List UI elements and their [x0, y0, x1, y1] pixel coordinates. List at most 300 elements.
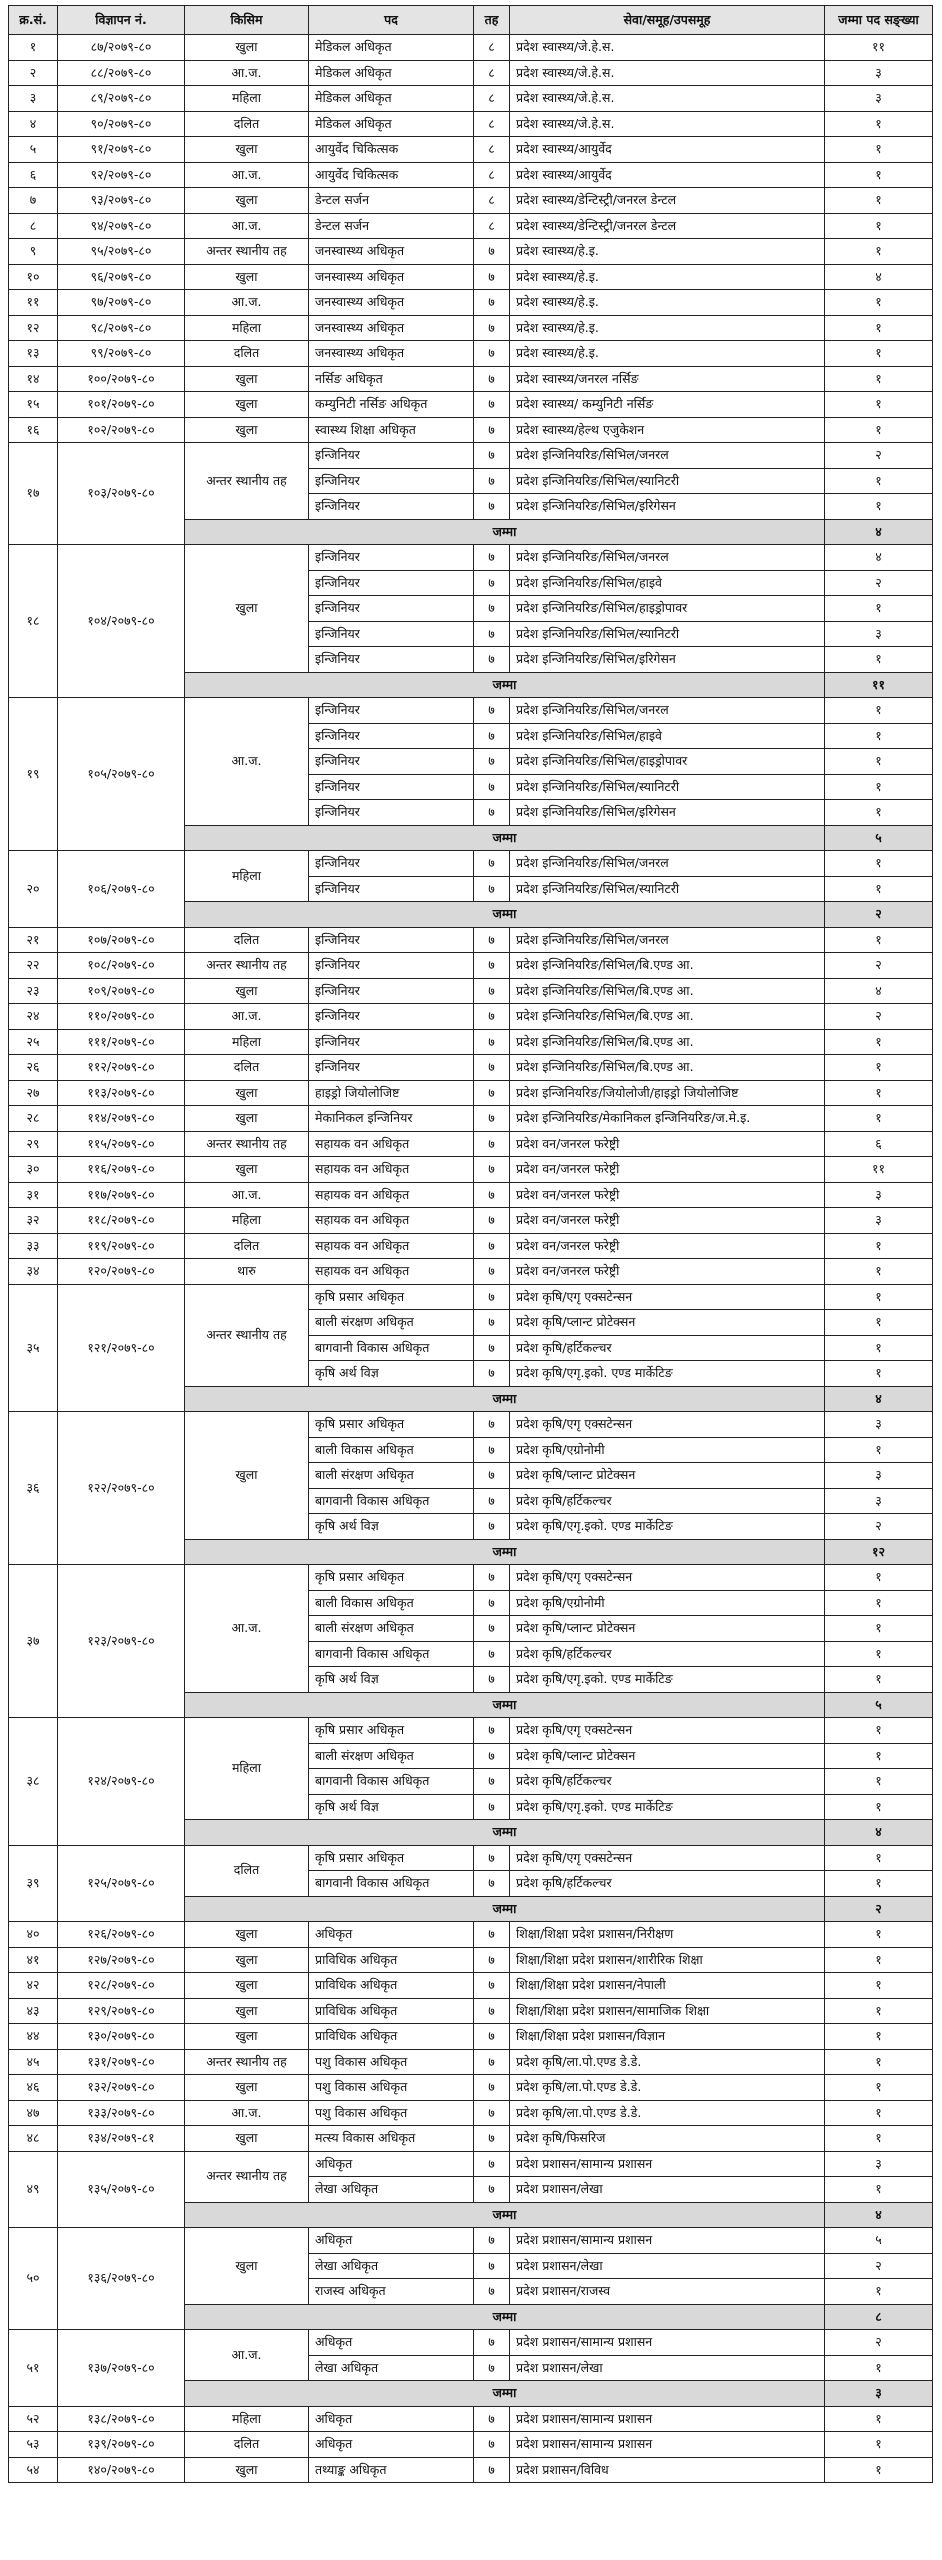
- level-cell: ७: [474, 723, 510, 749]
- post-cell: इन्जिनियर: [309, 876, 474, 902]
- serial-number-cell: ९: [9, 239, 58, 265]
- post-count-cell: १: [825, 927, 933, 953]
- post-count-cell: १: [825, 2177, 933, 2203]
- serial-number-cell: ५३: [9, 2432, 58, 2458]
- service-group-cell: प्रदेश स्वास्थ्य/जे.हे.स.: [510, 111, 825, 137]
- post-cell: बाली विकास अधिकृत: [309, 1437, 474, 1463]
- subtotal-value: ५: [825, 825, 933, 851]
- post-count-cell: १: [825, 2406, 933, 2432]
- advertisement-number-cell: ९८/२०७९-८०: [58, 315, 185, 341]
- post-count-cell: १: [825, 1845, 933, 1871]
- level-cell: ७: [474, 1947, 510, 1973]
- post-cell: इन्जिनियर: [309, 698, 474, 724]
- advertisement-number-cell: ९३/२०७९-८०: [58, 188, 185, 214]
- level-cell: ७: [474, 1463, 510, 1489]
- subtotal-label: जम्मा: [185, 1539, 825, 1565]
- header-level: तह: [474, 6, 510, 35]
- level-cell: ८: [474, 86, 510, 112]
- table-row: [9, 1259, 933, 1285]
- post-cell: इन्जिनियर: [309, 443, 474, 469]
- advertisement-number-cell: १२८/२०७९-८०: [58, 1973, 185, 1999]
- post-count-cell: १: [825, 698, 933, 724]
- table-row: [9, 35, 933, 61]
- post-cell: इन्जिनियर: [309, 596, 474, 622]
- vacancy-table: [8, 5, 933, 2483]
- service-group-cell: प्रदेश स्वास्थ्य/डेन्टिस्ट्री/जनरल डेन्टल: [510, 188, 825, 214]
- serial-number-cell: ३२: [9, 1208, 58, 1234]
- serial-number-cell: ५१: [9, 2330, 58, 2407]
- level-cell: ७: [474, 1794, 510, 1820]
- post-cell: मेडिकल अधिकृत: [309, 111, 474, 137]
- post-count-cell: ४: [825, 264, 933, 290]
- post-cell: सहायक वन अधिकृत: [309, 1182, 474, 1208]
- level-cell: ७: [474, 1437, 510, 1463]
- post-count-cell: १: [825, 1259, 933, 1285]
- post-count-cell: १: [825, 315, 933, 341]
- table-row: [9, 341, 933, 367]
- post-cell: इन्जिनियर: [309, 953, 474, 979]
- table-body: [9, 35, 933, 2483]
- post-count-cell: १: [825, 1871, 933, 1897]
- advertisement-number-cell: १३८/२०७९-८०: [58, 2406, 185, 2432]
- type-cell: महिला: [185, 1718, 309, 1820]
- serial-number-cell: ३: [9, 86, 58, 112]
- advertisement-number-cell: ११०/२०७९-८०: [58, 1004, 185, 1030]
- service-group-cell: प्रदेश स्वास्थ्य/जे.हे.स.: [510, 60, 825, 86]
- level-cell: ७: [474, 2279, 510, 2305]
- advertisement-number-cell: १२३/२०७९-८०: [58, 1565, 185, 1718]
- level-cell: ७: [474, 2253, 510, 2279]
- service-group-cell: प्रदेश इन्जिनियरिङ/सिभिल/हाइवे: [510, 723, 825, 749]
- advertisement-number-cell: ११८/२०७९-८०: [58, 1208, 185, 1234]
- post-count-cell: २: [825, 2330, 933, 2356]
- post-count-cell: १: [825, 647, 933, 673]
- advertisement-number-cell: ११९/२०७९-८०: [58, 1233, 185, 1259]
- service-group-cell: प्रदेश प्रशासन/सामान्य प्रशासन: [510, 2151, 825, 2177]
- post-count-cell: २: [825, 953, 933, 979]
- table-row: [9, 443, 933, 469]
- table-row: [9, 1998, 933, 2024]
- table-row: [9, 2075, 933, 2101]
- table-row: [9, 1845, 933, 1871]
- level-cell: ७: [474, 1361, 510, 1387]
- level-cell: ७: [474, 2457, 510, 2483]
- post-count-cell: १: [825, 1641, 933, 1667]
- advertisement-number-cell: १००/२०७९-८०: [58, 366, 185, 392]
- post-cell: आयुर्वेद चिकित्सक: [309, 137, 474, 163]
- post-count-cell: १: [825, 1565, 933, 1591]
- post-cell: मेडिकल अधिकृत: [309, 35, 474, 61]
- post-count-cell: १: [825, 2100, 933, 2126]
- post-count-cell: २: [825, 2253, 933, 2279]
- service-group-cell: प्रदेश स्वास्थ्य/जे.हे.स.: [510, 35, 825, 61]
- level-cell: ७: [474, 239, 510, 265]
- serial-number-cell: ३०: [9, 1157, 58, 1183]
- service-group-cell: प्रदेश कृषि/हर्टिकल्चर: [510, 1335, 825, 1361]
- table-row: [9, 60, 933, 86]
- post-count-cell: ३: [825, 60, 933, 86]
- type-cell: खुला: [185, 2075, 309, 2101]
- subtotal-value: ११: [825, 672, 933, 698]
- subtotal-label: जम्मा: [185, 1820, 825, 1846]
- level-cell: ८: [474, 213, 510, 239]
- service-group-cell: प्रदेश कृषि/हर्टिकल्चर: [510, 1488, 825, 1514]
- post-cell: बागवानी विकास अधिकृत: [309, 1769, 474, 1795]
- advertisement-number-cell: १२४/२०७९-८०: [58, 1718, 185, 1846]
- advertisement-number-cell: ११४/२०७९-८०: [58, 1106, 185, 1132]
- advertisement-number-cell: १०३/२०७९-८०: [58, 443, 185, 545]
- type-cell: आ.ज.: [185, 2330, 309, 2381]
- advertisement-number-cell: ९५/२०७९-८०: [58, 239, 185, 265]
- post-count-cell: १: [825, 417, 933, 443]
- type-cell: अन्तर स्थानीय तह: [185, 239, 309, 265]
- level-cell: ७: [474, 927, 510, 953]
- serial-number-cell: २१: [9, 927, 58, 953]
- type-cell: आ.ज.: [185, 60, 309, 86]
- subtotal-label: जम्मा: [185, 1386, 825, 1412]
- subtotal-label: जम्मा: [185, 672, 825, 698]
- post-count-cell: १: [825, 392, 933, 418]
- service-group-cell: प्रदेश कृषि/फिसरिज: [510, 2126, 825, 2152]
- subtotal-label: जम्मा: [185, 825, 825, 851]
- header-advertisement-no: विज्ञापन नं.: [58, 6, 185, 35]
- post-count-cell: १: [825, 239, 933, 265]
- table-row: [9, 2049, 933, 2075]
- serial-number-cell: २४: [9, 1004, 58, 1030]
- level-cell: ७: [474, 1029, 510, 1055]
- header-service-group: सेवा/समूह/उपसमूह: [510, 6, 825, 35]
- advertisement-number-cell: १०५/२०७९-८०: [58, 698, 185, 851]
- service-group-cell: प्रदेश इन्जिनियरिङ/सिभिल/जनरल: [510, 851, 825, 877]
- level-cell: ७: [474, 2406, 510, 2432]
- advertisement-number-cell: ९७/२०७९-८०: [58, 290, 185, 316]
- type-cell: महिला: [185, 2406, 309, 2432]
- post-cell: मत्स्य विकास अधिकृत: [309, 2126, 474, 2152]
- post-cell: डेन्टल सर्जन: [309, 213, 474, 239]
- post-count-cell: ४: [825, 978, 933, 1004]
- type-cell: दलित: [185, 341, 309, 367]
- post-cell: हाइड्रो जियोलोजिष्ट: [309, 1080, 474, 1106]
- level-cell: ७: [474, 1590, 510, 1616]
- type-cell: खुला: [185, 2126, 309, 2152]
- service-group-cell: प्रदेश कृषि/ला.पो.एण्ड डे.डे.: [510, 2049, 825, 2075]
- type-cell: अन्तर स्थानीय तह: [185, 1284, 309, 1386]
- post-cell: लेखा अधिकृत: [309, 2177, 474, 2203]
- table-row: [9, 978, 933, 1004]
- service-group-cell: प्रदेश इन्जिनियरिङ/सिभिल/स्यानिटरी: [510, 774, 825, 800]
- type-cell: खुला: [185, 264, 309, 290]
- subtotal-value: ५: [825, 1692, 933, 1718]
- table-row: [9, 213, 933, 239]
- post-cell: सहायक वन अधिकृत: [309, 1233, 474, 1259]
- serial-number-cell: ११: [9, 290, 58, 316]
- header-total-posts: जम्मा पद सङ्ख्या: [825, 6, 933, 35]
- service-group-cell: प्रदेश स्वास्थ्य/हे.इ.: [510, 315, 825, 341]
- post-cell: पशु विकास अधिकृत: [309, 2049, 474, 2075]
- advertisement-number-cell: १३७/२०७९-८०: [58, 2330, 185, 2407]
- post-cell: बाली संरक्षण अधिकृत: [309, 1616, 474, 1642]
- serial-number-cell: २३: [9, 978, 58, 1004]
- service-group-cell: प्रदेश प्रशासन/सामान्य प्रशासन: [510, 2330, 825, 2356]
- level-cell: ७: [474, 392, 510, 418]
- post-count-cell: १: [825, 2457, 933, 2483]
- table-row: [9, 162, 933, 188]
- serial-number-cell: २५: [9, 1029, 58, 1055]
- serial-number-cell: २०: [9, 851, 58, 928]
- table-row: [9, 2406, 933, 2432]
- table-row: [9, 2457, 933, 2483]
- table-row: [9, 1106, 933, 1132]
- level-cell: ७: [474, 953, 510, 979]
- post-count-cell: १: [825, 1590, 933, 1616]
- level-cell: ७: [474, 1973, 510, 1999]
- service-group-cell: प्रदेश कृषि/ला.पो.एण्ड डे.डे.: [510, 2075, 825, 2101]
- service-group-cell: प्रदेश वन/जनरल फरेष्ट्री: [510, 1157, 825, 1183]
- post-count-cell: ६: [825, 1131, 933, 1157]
- post-count-cell: १: [825, 1233, 933, 1259]
- post-count-cell: १: [825, 1616, 933, 1642]
- table-row: [9, 2126, 933, 2152]
- post-count-cell: १: [825, 494, 933, 520]
- serial-number-cell: ६: [9, 162, 58, 188]
- advertisement-number-cell: ८९/२०७९-८०: [58, 86, 185, 112]
- serial-number-cell: १०: [9, 264, 58, 290]
- post-count-cell: १: [825, 1310, 933, 1336]
- post-count-cell: १: [825, 1947, 933, 1973]
- serial-number-cell: ४८: [9, 2126, 58, 2152]
- post-count-cell: १: [825, 1055, 933, 1081]
- level-cell: ७: [474, 1106, 510, 1132]
- advertisement-number-cell: १३६/२०७९-८०: [58, 2228, 185, 2330]
- advertisement-number-cell: ९०/२०७९-८०: [58, 111, 185, 137]
- service-group-cell: प्रदेश कृषि/एगृ.इको. एण्ड मार्केटिङ: [510, 1361, 825, 1387]
- post-cell: इन्जिनियर: [309, 545, 474, 571]
- type-cell: थारु: [185, 1259, 309, 1285]
- post-count-cell: १: [825, 2024, 933, 2050]
- service-group-cell: प्रदेश कृषि/एगृ.इको. एण्ड मार्केटिङ: [510, 1667, 825, 1693]
- advertisement-number-cell: १२०/२०७९-८०: [58, 1259, 185, 1285]
- service-group-cell: प्रदेश इन्जिनियरिङ/सिभिल/जनरल: [510, 927, 825, 953]
- post-cell: प्राविधिक अधिकृत: [309, 1973, 474, 1999]
- level-cell: ७: [474, 800, 510, 826]
- level-cell: ७: [474, 2075, 510, 2101]
- table-row: [9, 2024, 933, 2050]
- post-cell: इन्जिनियर: [309, 621, 474, 647]
- table-row: [9, 1055, 933, 1081]
- service-group-cell: प्रदेश स्वास्थ्य/आयुर्वेद: [510, 162, 825, 188]
- serial-number-cell: २८: [9, 1106, 58, 1132]
- table-row: [9, 1131, 933, 1157]
- serial-number-cell: ३३: [9, 1233, 58, 1259]
- post-count-cell: १: [825, 188, 933, 214]
- table-row: [9, 1182, 933, 1208]
- advertisement-number-cell: ९९/२०७९-८०: [58, 341, 185, 367]
- post-cell: इन्जिनियर: [309, 1055, 474, 1081]
- advertisement-number-cell: १२५/२०७९-८०: [58, 1845, 185, 1922]
- post-count-cell: १: [825, 341, 933, 367]
- service-group-cell: प्रदेश इन्जिनियरिङ/सिभिल/स्यानिटरी: [510, 621, 825, 647]
- post-cell: इन्जिनियर: [309, 570, 474, 596]
- type-cell: अन्तर स्थानीय तह: [185, 2049, 309, 2075]
- post-count-cell: १: [825, 1794, 933, 1820]
- type-cell: आ.ज.: [185, 213, 309, 239]
- table-row: [9, 1157, 933, 1183]
- service-group-cell: शिक्षा/शिक्षा प्रदेश प्रशासन/सामाजिक शिक्षा: [510, 1998, 825, 2024]
- level-cell: ७: [474, 1310, 510, 1336]
- level-cell: ७: [474, 2330, 510, 2356]
- level-cell: ७: [474, 851, 510, 877]
- advertisement-number-cell: ९६/२०७९-८०: [58, 264, 185, 290]
- post-cell: कृषि अर्थ विज्ञ: [309, 1361, 474, 1387]
- service-group-cell: प्रदेश प्रशासन/विविध: [510, 2457, 825, 2483]
- service-group-cell: प्रदेश स्वास्थ्य/हे.इ.: [510, 341, 825, 367]
- level-cell: ७: [474, 1233, 510, 1259]
- service-group-cell: प्रदेश इन्जिनियरिङ/सिभिल/इरिगेसन: [510, 494, 825, 520]
- table-row: [9, 1080, 933, 1106]
- post-cell: इन्जिनियर: [309, 1029, 474, 1055]
- level-cell: ७: [474, 1284, 510, 1310]
- table-row: [9, 2228, 933, 2254]
- level-cell: ७: [474, 1157, 510, 1183]
- advertisement-number-cell: १३०/२०७९-८०: [58, 2024, 185, 2050]
- service-group-cell: प्रदेश इन्जिनियरिङ/सिभिल/बि.एण्ड आ.: [510, 978, 825, 1004]
- table-row: [9, 953, 933, 979]
- service-group-cell: प्रदेश प्रशासन/सामान्य प्रशासन: [510, 2228, 825, 2254]
- service-group-cell: प्रदेश कृषि/एगृ एक्सटेन्सन: [510, 1718, 825, 1744]
- level-cell: ७: [474, 2228, 510, 2254]
- type-cell: दलित: [185, 1845, 309, 1896]
- advertisement-number-cell: १३१/२०७९-८०: [58, 2049, 185, 2075]
- post-count-cell: १: [825, 162, 933, 188]
- serial-number-cell: ३८: [9, 1718, 58, 1846]
- post-cell: जनस्वास्थ्य अधिकृत: [309, 264, 474, 290]
- level-cell: ७: [474, 341, 510, 367]
- post-count-cell: १: [825, 851, 933, 877]
- level-cell: ७: [474, 978, 510, 1004]
- level-cell: ७: [474, 647, 510, 673]
- post-cell: सहायक वन अधिकृत: [309, 1157, 474, 1183]
- type-cell: खुला: [185, 978, 309, 1004]
- service-group-cell: प्रदेश कृषि/हर्टिकल्चर: [510, 1641, 825, 1667]
- level-cell: ७: [474, 315, 510, 341]
- service-group-cell: प्रदेश प्रशासन/सामान्य प्रशासन: [510, 2432, 825, 2458]
- service-group-cell: प्रदेश प्रशासन/राजस्व: [510, 2279, 825, 2305]
- table-row: [9, 2100, 933, 2126]
- post-count-cell: १: [825, 2075, 933, 2101]
- post-cell: स्वास्थ्य शिक्षा अधिकृत: [309, 417, 474, 443]
- post-cell: जनस्वास्थ्य अधिकृत: [309, 290, 474, 316]
- post-cell: मेडिकल अधिकृत: [309, 86, 474, 112]
- table-row: [9, 1284, 933, 1310]
- advertisement-number-cell: १०७/२०७९-८०: [58, 927, 185, 953]
- advertisement-number-cell: १०२/२०७९-८०: [58, 417, 185, 443]
- level-cell: ७: [474, 264, 510, 290]
- type-cell: महिला: [185, 1208, 309, 1234]
- table-row: [9, 315, 933, 341]
- post-count-cell: ३: [825, 1208, 933, 1234]
- post-count-cell: ५: [825, 2228, 933, 2254]
- service-group-cell: प्रदेश स्वास्थ्य/हे.इ.: [510, 290, 825, 316]
- advertisement-number-cell: ११२/२०७९-८०: [58, 1055, 185, 1081]
- type-cell: अन्तर स्थानीय तह: [185, 2151, 309, 2202]
- post-count-cell: १: [825, 723, 933, 749]
- post-count-cell: १: [825, 2049, 933, 2075]
- service-group-cell: शिक्षा/शिक्षा प्रदेश प्रशासन/नेपाली: [510, 1973, 825, 1999]
- serial-number-cell: ४४: [9, 2024, 58, 2050]
- post-cell: सहायक वन अधिकृत: [309, 1259, 474, 1285]
- post-cell: अधिकृत: [309, 2151, 474, 2177]
- service-group-cell: प्रदेश स्वास्थ्य/हेल्थ एजुकेशन: [510, 417, 825, 443]
- serial-number-cell: ३६: [9, 1412, 58, 1565]
- advertisement-number-cell: १२१/२०७९-८०: [58, 1284, 185, 1412]
- type-cell: आ.ज.: [185, 1565, 309, 1693]
- serial-number-cell: २९: [9, 1131, 58, 1157]
- level-cell: ७: [474, 2432, 510, 2458]
- service-group-cell: प्रदेश स्वास्थ्य/जनरल नर्सिङ: [510, 366, 825, 392]
- post-count-cell: १: [825, 2432, 933, 2458]
- post-cell: इन्जिनियर: [309, 800, 474, 826]
- service-group-cell: प्रदेश इन्जिनियरिङ/सिभिल/स्यानिटरी: [510, 876, 825, 902]
- service-group-cell: प्रदेश वन/जनरल फरेष्ट्री: [510, 1182, 825, 1208]
- serial-number-cell: १९: [9, 698, 58, 851]
- level-cell: ८: [474, 137, 510, 163]
- table-row: [9, 851, 933, 877]
- post-cell: जनस्वास्थ्य अधिकृत: [309, 315, 474, 341]
- post-count-cell: १: [825, 213, 933, 239]
- post-cell: कृषि प्रसार अधिकृत: [309, 1412, 474, 1438]
- type-cell: महिला: [185, 1029, 309, 1055]
- service-group-cell: प्रदेश कृषि/हर्टिकल्चर: [510, 1769, 825, 1795]
- service-group-cell: प्रदेश स्वास्थ्य/जे.हे.स.: [510, 86, 825, 112]
- post-count-cell: १: [825, 1335, 933, 1361]
- type-cell: खुला: [185, 188, 309, 214]
- level-cell: ७: [474, 1182, 510, 1208]
- subtotal-value: ४: [825, 1386, 933, 1412]
- service-group-cell: प्रदेश इन्जिनियरिङ/सिभिल/जनरल: [510, 443, 825, 469]
- serial-number-cell: ४५: [9, 2049, 58, 2075]
- header-serial: क्र.सं.: [9, 6, 58, 35]
- level-cell: ८: [474, 35, 510, 61]
- service-group-cell: प्रदेश कृषि/एगृ.इको. एण्ड मार्केटिङ: [510, 1514, 825, 1540]
- post-count-cell: १: [825, 1769, 933, 1795]
- level-cell: ७: [474, 1565, 510, 1591]
- subtotal-value: २: [825, 902, 933, 928]
- service-group-cell: प्रदेश प्रशासन/लेखा: [510, 2177, 825, 2203]
- service-group-cell: प्रदेश इन्जिनियरिङ/सिभिल/बि.एण्ड आ.: [510, 1055, 825, 1081]
- type-cell: खुला: [185, 2457, 309, 2483]
- advertisement-number-cell: १३९/२०७९-८०: [58, 2432, 185, 2458]
- serial-number-cell: ३१: [9, 1182, 58, 1208]
- table-row: [9, 1233, 933, 1259]
- service-group-cell: प्रदेश कृषि/प्लान्ट प्रोटेक्सन: [510, 1463, 825, 1489]
- type-cell: अन्तर स्थानीय तह: [185, 1131, 309, 1157]
- service-group-cell: प्रदेश वन/जनरल फरेष्ट्री: [510, 1259, 825, 1285]
- advertisement-number-cell: १२६/२०७९-८०: [58, 1922, 185, 1948]
- post-count-cell: २: [825, 443, 933, 469]
- post-count-cell: १: [825, 1718, 933, 1744]
- subtotal-value: १२: [825, 1539, 933, 1565]
- serial-number-cell: २६: [9, 1055, 58, 1081]
- service-group-cell: प्रदेश इन्जिनियरिङ/सिभिल/हाइवे: [510, 570, 825, 596]
- post-count-cell: ११: [825, 1157, 933, 1183]
- level-cell: ७: [474, 1488, 510, 1514]
- table-row: [9, 698, 933, 724]
- level-cell: ७: [474, 468, 510, 494]
- post-count-cell: १: [825, 2126, 933, 2152]
- advertisement-number-cell: १११/२०७९-८०: [58, 1029, 185, 1055]
- service-group-cell: प्रदेश इन्जिनियरिङ/सिभिल/बि.एण्ड आ.: [510, 953, 825, 979]
- post-cell: बागवानी विकास अधिकृत: [309, 1488, 474, 1514]
